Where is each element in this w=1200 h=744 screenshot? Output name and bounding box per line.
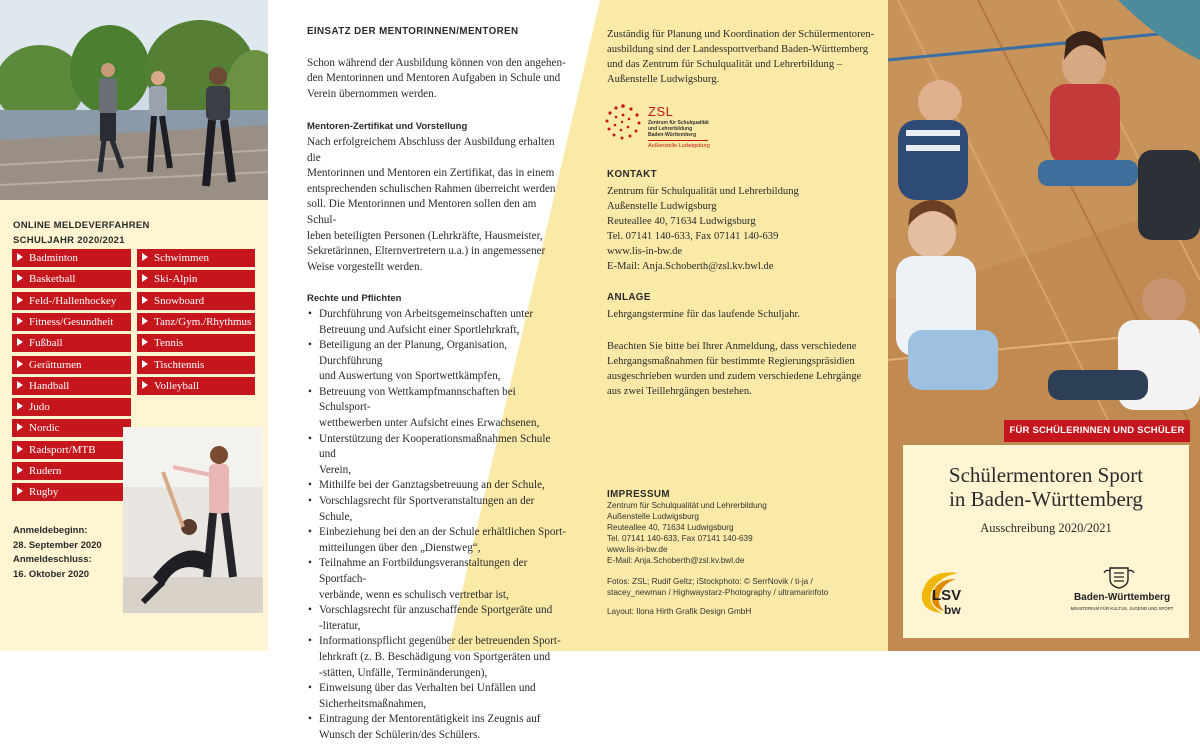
sport-link-gerätturnen[interactable]	[12, 356, 131, 374]
rights-list-item	[319, 634, 567, 681]
rights-item-line: • Beteiligung an der Planung, Organisation, Durchführung	[319, 339, 508, 367]
sport-link-tennis[interactable]	[137, 334, 255, 352]
imprint-line: Außenstelle Ludwigsburg	[607, 512, 699, 521]
lsv-logo-sub: bw	[944, 603, 961, 617]
sport-link-schwimmen[interactable]	[137, 249, 255, 267]
zsl-logo-divider	[648, 140, 708, 141]
arrow-right-icon	[17, 445, 23, 453]
imprint-line: Reuteallee 40, 71634 Ludwigsburg	[607, 523, 734, 532]
rights-list-item	[319, 307, 567, 338]
sport-link-snowboard[interactable]	[137, 292, 255, 310]
note-line: Lehrgangsmaßnahmen für bestimmte Regierungspräsidien	[607, 356, 855, 367]
sport-link-label: Handball	[29, 379, 70, 392]
zsl-logo-line: und Lehrerbildung	[648, 126, 693, 132]
sport-link-label: Tischtennis	[154, 358, 205, 371]
arrow-right-icon	[17, 423, 23, 431]
lsv-logo-text: LSV	[932, 587, 962, 604]
title-line2: in Baden-Württemberg	[949, 487, 1143, 511]
contact-heading: KONTAKT	[607, 169, 657, 180]
mentor-tasks-panel	[307, 24, 567, 744]
sport-link-label: Schwimmen	[154, 252, 209, 264]
arrow-right-icon	[142, 317, 148, 325]
rights-item-line: • Einbeziehung bei den an der Schule erhältlichen Sport-	[319, 526, 566, 539]
sport-link-label: Ski-Alpin	[154, 273, 198, 286]
rights-heading: Rechte und Pflichten	[307, 293, 402, 305]
rights-list-item	[319, 556, 567, 603]
sport-link-feld-hallenhockey[interactable]	[12, 292, 131, 310]
rights-item-line: • Vorschlagsrecht für anzuschaffende Sportgeräte und	[319, 604, 553, 617]
registration-heading-line1: ONLINE MELDEVERFAHREN	[13, 220, 150, 231]
sport-link-label: Gerätturnen	[29, 358, 82, 371]
contact-panel	[607, 27, 877, 87]
end-label: Anmeldeschluss:	[13, 554, 92, 565]
certificate-line: entsprechenden schulischen Rahmen überreicht werden	[307, 182, 556, 195]
arrow-right-icon	[17, 296, 23, 304]
rights-item-line: Sicherheitsmaßnahmen,	[319, 697, 427, 710]
sport-link-nordic[interactable]	[12, 419, 131, 437]
rights-item-line: • Vorschlagsrecht für Sportveranstaltungen an der Schule,	[319, 495, 535, 523]
certificate-line: Nach erfolgreichem Abschluss der Ausbildung erhalten die	[307, 135, 555, 164]
sport-link-fitness-gesundheit[interactable]	[12, 313, 131, 331]
responsibility-line: ausbildung sind der Landessportverband Baden-Württemberg	[607, 44, 869, 55]
sport-link-label: Fitness/Gesundheit	[29, 315, 114, 328]
rights-item-line: wettbewerben unter Aufsicht eines Erwachsenen,	[319, 417, 540, 430]
arrow-right-icon	[17, 253, 23, 261]
registration-heading	[13, 218, 150, 248]
sport-link-basketball[interactable]	[12, 270, 131, 288]
certificate-line: Sekretärinnen, Elternvertretern u.a.) in angemessener	[307, 245, 546, 258]
layout-credit: Layout: Ilona Hirth Grafik Design GmbH	[607, 607, 752, 616]
bw-ministry-logo	[1062, 565, 1182, 625]
contact-lines	[607, 184, 877, 274]
rights-list-item	[319, 525, 567, 556]
zsl-logo-name: ZSL	[648, 104, 674, 119]
bw-coat-of-arms-icon	[1102, 565, 1136, 589]
arrow-right-icon	[142, 360, 148, 368]
sport-link-label: Basketball	[29, 273, 76, 286]
rights-item-line: Betreuung und Aufsicht einer Sportlehrkraft,	[319, 323, 520, 336]
sport-link-label: Volleyball	[154, 379, 200, 392]
sport-link-rudern[interactable]	[12, 462, 131, 480]
note-line: Beachten Sie bitte bei Ihrer Anmeldung, dass verschiedene	[607, 341, 857, 352]
sport-link-label: Snowboard	[154, 294, 205, 307]
brochure-subtitle: Ausschreibung 2020/2021	[980, 521, 1112, 535]
title-line1: Schülermentoren Sport	[948, 463, 1144, 487]
arrow-right-icon	[17, 338, 23, 346]
zsl-logo-line: Zentrum für Schulqualität	[648, 120, 709, 126]
rights-item-line: • Betreuung von Wettkampfmannschaften bei Schulsport-	[319, 385, 516, 414]
registration-heading-line2: SCHULJAHR 2020/2021	[13, 235, 125, 246]
arrow-right-icon	[17, 360, 23, 368]
sport-link-handball[interactable]	[12, 377, 131, 395]
rights-item-line: -literatur,	[319, 619, 361, 632]
contact-section	[607, 167, 877, 399]
arrow-right-icon	[17, 466, 23, 474]
sport-link-label: Tanz/Gym./Rhythmus	[154, 315, 252, 328]
sport-link-badminton[interactable]	[12, 249, 131, 267]
rights-list-item	[319, 681, 567, 712]
mentor-tasks-heading: EINSATZ DER MENTORINNEN/MENTOREN	[307, 26, 519, 37]
sport-link-label: Rudern	[29, 465, 62, 477]
end-date: 16. Oktober 2020	[13, 568, 90, 580]
imprint-line: E-Mail: Anja.Schoberth@zsl.kv.bwl.de	[607, 556, 745, 565]
arrow-right-icon	[142, 381, 148, 389]
sport-link-volleyball[interactable]	[137, 377, 255, 395]
runners-photo	[0, 0, 268, 200]
note-line: ausgeschrieben wurden und zudem verschiedene Lehrgänge	[607, 371, 862, 382]
registration-dates	[13, 524, 102, 582]
rights-item-line: mitteilungen über den „Dienstweg“,	[319, 541, 481, 554]
sport-link-label: Feld-/Hallenhockey	[29, 294, 117, 307]
arrow-right-icon	[17, 381, 23, 389]
attachment-heading: ANLAGE	[607, 292, 651, 303]
rights-item-line: und Auswertung von Sportwettkämpfen,	[319, 370, 501, 383]
sport-link-label: Badminton	[29, 252, 78, 264]
zsl-logo-line: Baden-Württemberg	[648, 132, 697, 138]
imprint-lines	[607, 500, 877, 566]
lsv-logo	[918, 567, 998, 623]
rights-item-line: -stätten, Unfälle, Terminänderungen),	[319, 666, 488, 679]
rights-item-line: • Informationspflicht gegenüber der betreuenden Sport-	[319, 635, 561, 648]
sport-link-label: Fußball	[29, 337, 63, 350]
sport-link-label: Nordic	[29, 422, 60, 435]
registration-note	[607, 339, 877, 399]
contact-line: Tel. 07141 140-633, Fax 07141 140-639	[607, 231, 779, 242]
responsibility-line: Zuständig für Planung und Koordination der Schülermentoren-	[607, 29, 875, 40]
sport-link-ski-alpin[interactable]	[137, 270, 255, 288]
dance-photo	[123, 427, 263, 613]
left-panel	[0, 0, 268, 651]
sport-link-label: Rugby	[29, 486, 59, 499]
rights-list-item	[319, 712, 567, 743]
arrow-right-icon	[142, 296, 148, 304]
contact-line: Reuteallee 40, 71634 Ludwigsburg	[607, 216, 756, 227]
contact-line: Zentrum für Schulqualität und Lehrerbildung	[607, 186, 799, 197]
sport-link-fußball[interactable]	[12, 334, 131, 352]
arrow-right-icon	[142, 338, 148, 346]
rights-item-line: • Einweisung über das Verhalten bei Unfällen und	[319, 682, 536, 695]
start-label: Anmeldebeginn:	[13, 525, 88, 536]
arrow-right-icon	[142, 253, 148, 261]
intro-line: Verein übernommen werden.	[307, 87, 437, 100]
rights-list-item	[319, 432, 567, 479]
photo-credit-line: Fotos: ZSL; Rudif Geltz; iStockphoto: © SerrNovik / ti-ja /	[607, 577, 813, 586]
certificate-text	[307, 135, 567, 275]
arrow-right-icon	[17, 402, 23, 410]
sport-link-label: Radsport/MTB	[29, 443, 96, 456]
imprint-section	[607, 489, 877, 617]
intro-line: Schon während der Ausbildung können von den angehen-	[307, 56, 566, 69]
rights-list-item	[319, 338, 567, 385]
contact-line: Außenstelle Ludwigsburg	[607, 201, 717, 212]
photo-credits	[607, 576, 877, 598]
photo-credit-line: stacey_newman / Highwaystarz-Photography / ultramarinfoto	[607, 588, 829, 597]
imprint-heading: IMPRESSUM	[607, 489, 670, 500]
intro-line: den Mentorinnen und Mentoren Aufgaben in Schule und	[307, 72, 561, 85]
mentor-tasks-intro	[307, 56, 567, 103]
rights-item-line: • Durchführung von Arbeitsgemeinschaften unter	[319, 307, 534, 320]
rights-item-line: • Mithilfe bei der Ganztagsbetreuung an der Schule,	[319, 479, 545, 492]
certificate-line: Weise vorgestellt werden.	[307, 260, 423, 273]
sport-link-tanz-gym-rhythmus[interactable]	[137, 313, 255, 331]
sport-link-tischtennis[interactable]	[137, 356, 255, 374]
zsl-logo-sub: Außenstelle Ludwigsburg	[648, 143, 710, 149]
sport-link-rugby[interactable]	[12, 483, 131, 501]
bw-logo-text: Baden-Württemberg	[1073, 592, 1171, 603]
responsibility-text	[607, 27, 877, 87]
rights-item-line: lehrkraft (z. B. Beschädigung von Sportgeräten und	[319, 650, 551, 663]
sport-link-judo[interactable]	[12, 398, 131, 416]
arrow-right-icon	[17, 274, 23, 282]
imprint-line: www.lis-in-bw.de	[607, 545, 668, 554]
rights-item-line: verbände, wenn es schulisch vertretbar ist,	[319, 588, 509, 601]
arrow-right-icon	[142, 274, 148, 282]
brochure-title	[903, 463, 1189, 511]
imprint-line: Zentrum für Schulqualität und Lehrerbildung	[607, 501, 767, 510]
attachment-text: Lehrgangstermine für das laufende Schuljahr.	[607, 309, 801, 320]
certificate-line: leben beteiligten Personen (Lehrkräfte, Hausmeister,	[307, 229, 543, 242]
sport-link-label: Tennis	[154, 337, 184, 350]
contact-line: www.lis-in-bw.de	[607, 246, 683, 257]
bw-ministry-text: MINISTERIUM FÜR KULTUS, JUGEND UND SPORT	[1070, 606, 1174, 611]
sport-link-label: Judo	[29, 401, 50, 414]
imprint-line: Tel. 07141 140-633, Fax 07141 140-639	[607, 534, 753, 543]
certificate-line: soll. Die Mentorinnen und Mentoren sollen den am Schul-	[307, 198, 537, 226]
rights-list-item	[319, 494, 567, 525]
rights-list-item	[319, 385, 567, 432]
contact-line: E-Mail: Anja.Schoberth@zsl.kv.bwl.de	[607, 261, 774, 272]
certificate-heading: Mentoren-Zertifikat und Vorstellung	[307, 121, 468, 133]
arrow-right-icon	[17, 487, 23, 495]
zsl-logo-text	[648, 120, 709, 138]
zsl-logo	[603, 102, 723, 152]
note-line: aus zwei Teillehrgängen bestehen.	[607, 386, 752, 397]
rights-list-item	[319, 478, 567, 494]
rights-item-line: • Unterstützung der Kooperationsmaßnahmen Schule und	[319, 432, 551, 461]
rights-list	[307, 307, 567, 744]
rights-item-line: Wunsch der Schülerin/des Schülers.	[319, 728, 481, 741]
arrow-right-icon	[17, 317, 23, 325]
certificate-line: Mentorinnen und Mentoren ein Zertifikat, das in einem	[307, 167, 555, 180]
start-date: 28. September 2020	[13, 539, 102, 551]
rights-item-line: • Eintragung der Mentorentätigkeit ins Zeugnis auf	[319, 713, 541, 726]
sport-link-radsport-mtb[interactable]	[12, 441, 131, 459]
rights-list-item	[319, 603, 567, 634]
zsl-dots-icon	[603, 102, 643, 142]
audience-band: FÜR SCHÜLERINNEN UND SCHÜLER	[1004, 420, 1190, 442]
responsibility-line: und das Zentrum für Schulqualität und Lehrerbildung –	[607, 59, 843, 70]
rights-item-line: Verein,	[319, 463, 351, 476]
responsibility-line: Außenstelle Ludwigsburg.	[607, 74, 720, 85]
rights-item-line: • Teilnahme an Fortbildungsveranstaltungen der Sportfach-	[319, 557, 528, 585]
